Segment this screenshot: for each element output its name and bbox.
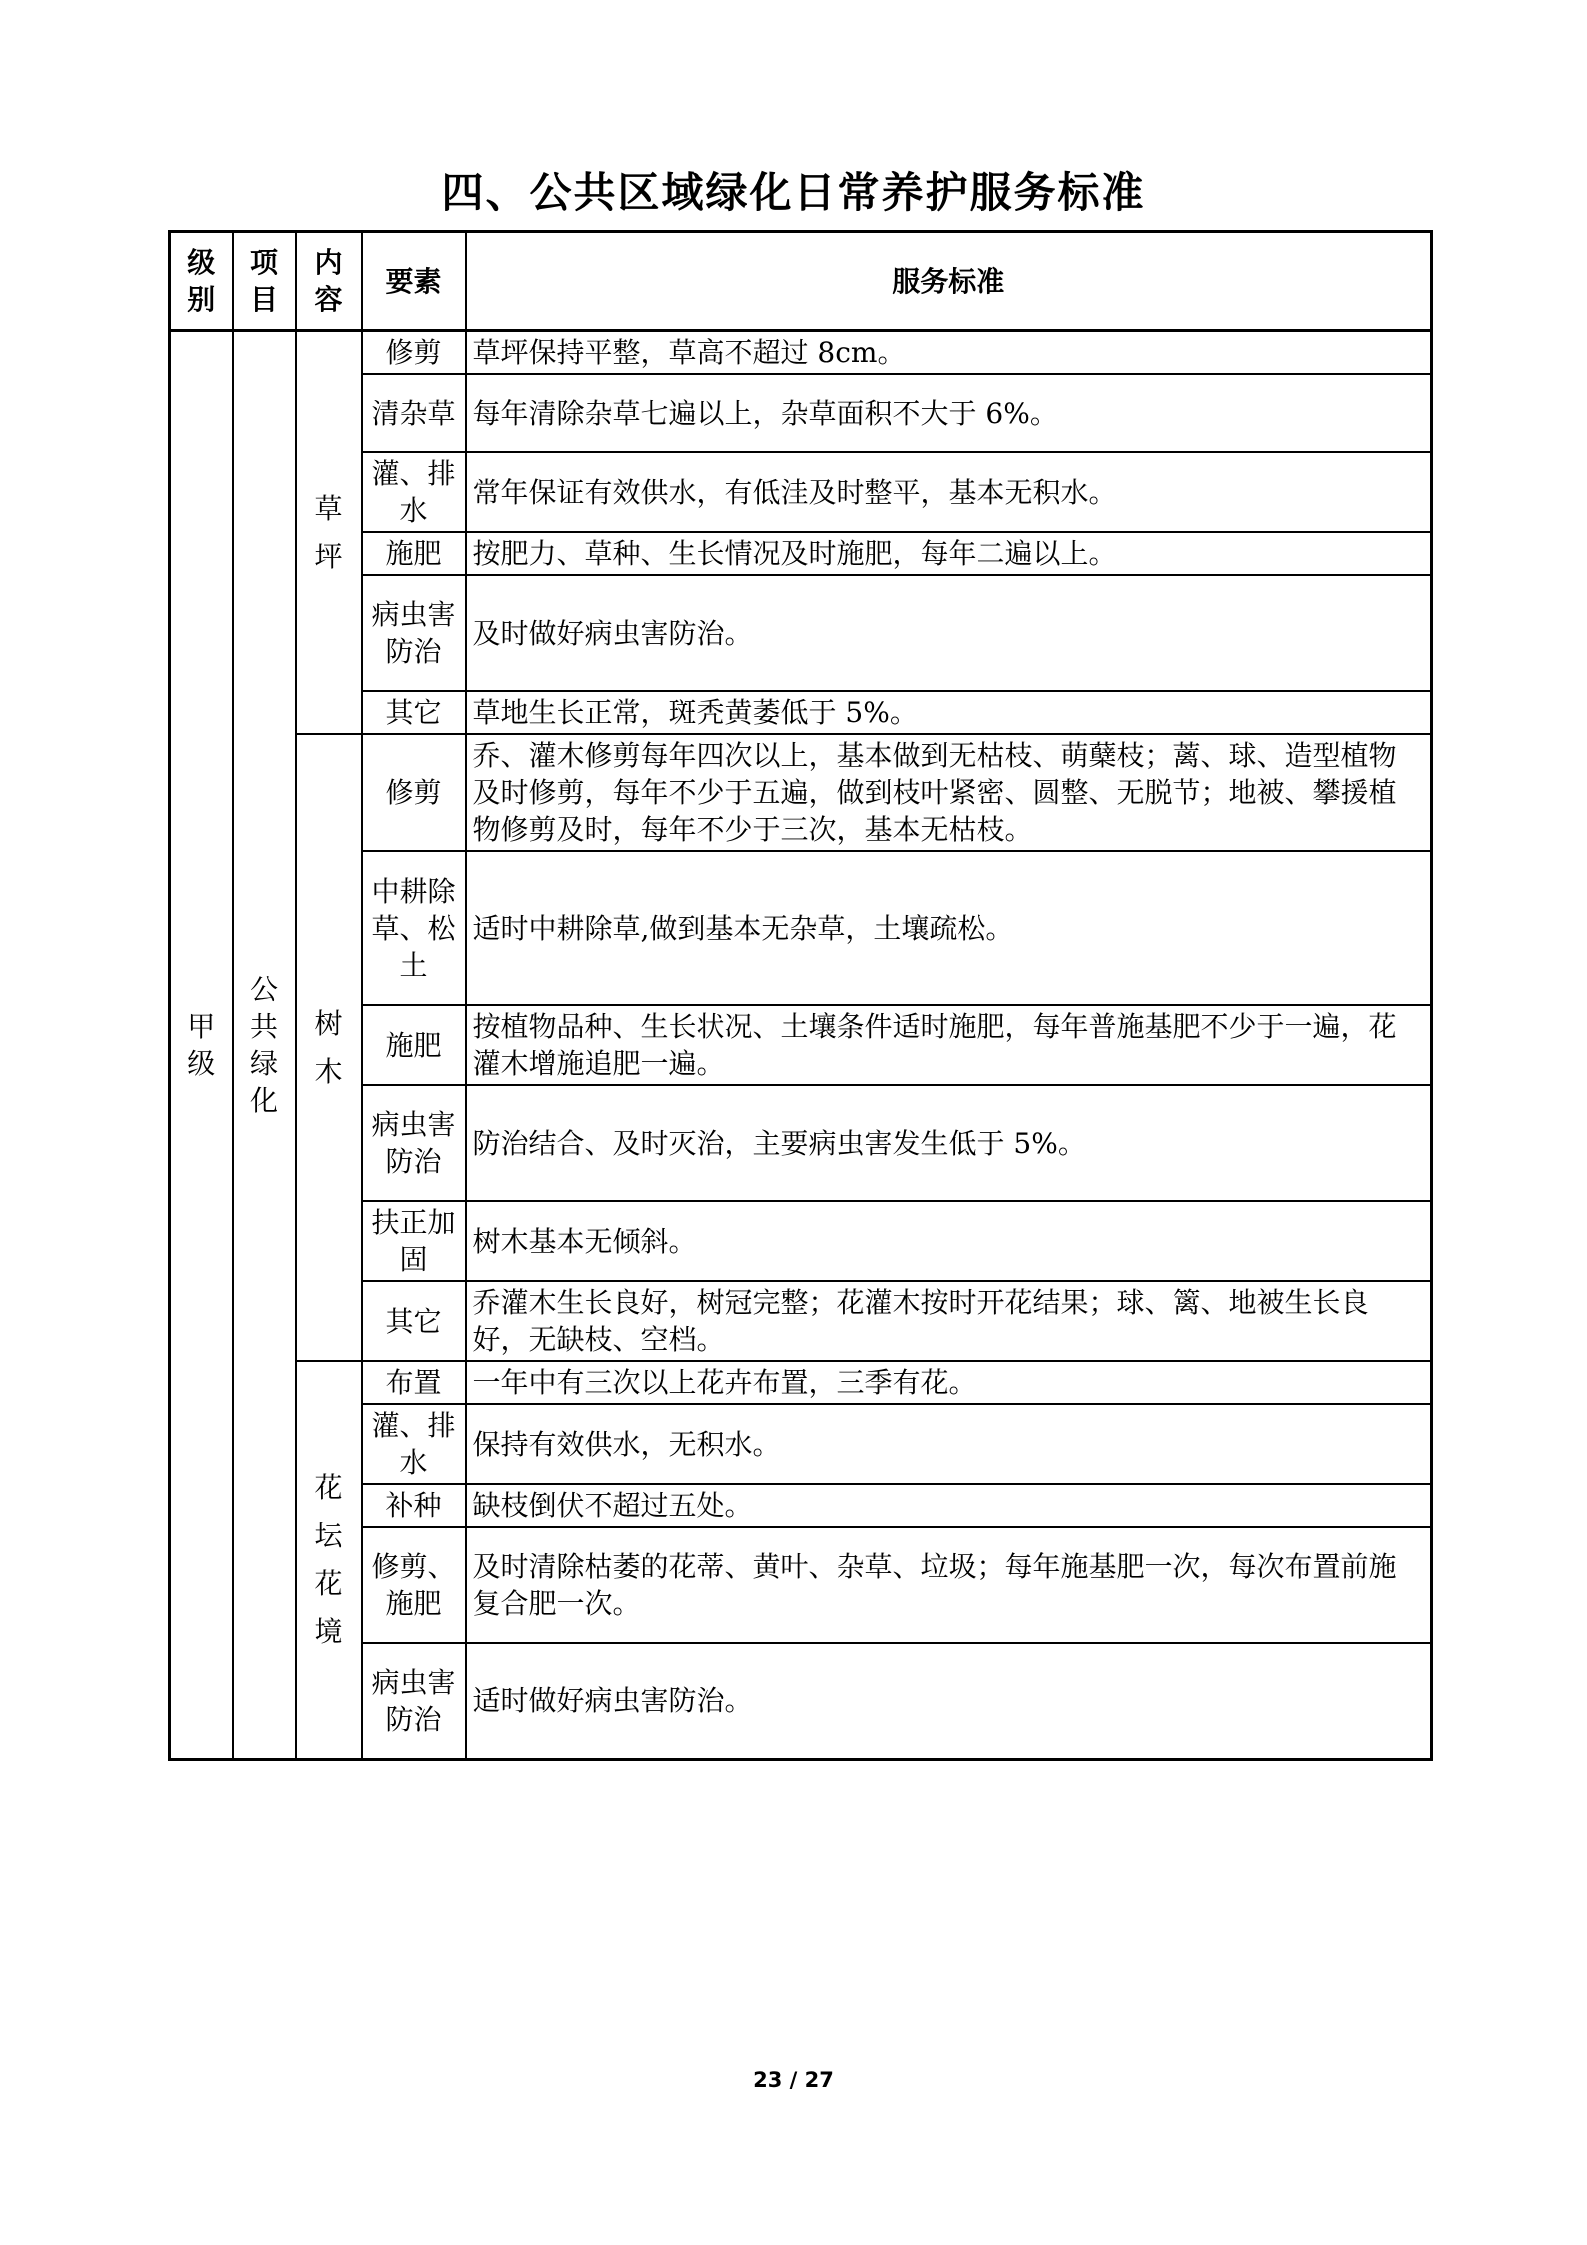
table-row <box>170 1361 1432 1404</box>
header-element: 要素 <box>362 232 466 331</box>
element-cell: 修剪、施肥 <box>362 1527 466 1643</box>
standard-cell: 及时做好病虫害防治。 <box>466 575 1432 691</box>
element-cell: 其它 <box>362 1281 466 1361</box>
element-cell: 布置 <box>362 1361 466 1404</box>
table-row <box>170 331 1432 375</box>
element-cell: 病虫害防治 <box>362 1643 466 1759</box>
standards-table <box>168 230 1433 1761</box>
standard-cell: 乔、灌木修剪每年四次以上，基本做到无枯枝、萌蘖枝；蓠、球、造型植物及时修剪，每年不少于五遍，做到枝叶紧密、圆整、无脱节；地被、攀援植物修剪及时，每年不少于三次，基本无枯枝。 <box>466 734 1432 851</box>
element-cell: 灌、排水 <box>362 452 466 532</box>
standard-cell: 每年清除杂草七遍以上，杂草面积不大于 6%。 <box>466 374 1432 452</box>
header-standard: 服务标准 <box>466 232 1432 331</box>
standard-cell: 树木基本无倾斜。 <box>466 1201 1432 1281</box>
element-cell: 扶正加固 <box>362 1201 466 1281</box>
element-cell: 施肥 <box>362 1005 466 1085</box>
standard-cell: 保持有效供水，无积水。 <box>466 1404 1432 1484</box>
header-level: 级别 <box>170 232 233 331</box>
standard-cell: 常年保证有效供水，有低洼及时整平，基本无积水。 <box>466 452 1432 532</box>
content-cell-trees: 树木 <box>296 734 362 1361</box>
element-cell: 修剪 <box>362 331 466 375</box>
element-cell: 病虫害防治 <box>362 1085 466 1201</box>
standard-cell: 草地生长正常，斑秃黄萎低于 5%。 <box>466 691 1432 734</box>
element-cell: 施肥 <box>362 532 466 575</box>
element-cell: 补种 <box>362 1484 466 1527</box>
standard-cell: 适时中耕除草,做到基本无杂草，土壤疏松。 <box>466 851 1432 1005</box>
table-header-row <box>170 232 1432 331</box>
standard-cell: 按植物品种、生长状况、土壤条件适时施肥，每年普施基肥不少于一遍，花灌木增施追肥一遍。 <box>466 1005 1432 1085</box>
project-cell: 公共绿化 <box>233 331 296 1760</box>
level-cell: 甲级 <box>170 331 233 1760</box>
header-project: 项目 <box>233 232 296 331</box>
standard-cell: 一年中有三次以上花卉布置，三季有花。 <box>466 1361 1432 1404</box>
header-content: 内容 <box>296 232 362 331</box>
page-number: 23 / 27 <box>753 2068 834 2092</box>
standard-cell: 及时清除枯萎的花蒂、黄叶、杂草、垃圾；每年施基肥一次，每次布置前施复合肥一次。 <box>466 1527 1432 1643</box>
element-cell: 病虫害防治 <box>362 575 466 691</box>
standard-cell: 缺枝倒伏不超过五处。 <box>466 1484 1432 1527</box>
content-cell-flowerbeds: 花坛花境 <box>296 1361 362 1759</box>
table-row <box>170 734 1432 851</box>
standard-cell: 乔灌木生长良好，树冠完整；花灌木按时开花结果；球、篱、地被生长良好，无缺枝、空档。 <box>466 1281 1432 1361</box>
standard-cell: 按肥力、草种、生长情况及时施肥，每年二遍以上。 <box>466 532 1432 575</box>
content-cell-lawn: 草坪 <box>296 331 362 735</box>
standard-cell: 草坪保持平整，草高不超过 8cm。 <box>466 331 1432 375</box>
standard-cell: 防治结合、及时灭治，主要病虫害发生低于 5%。 <box>466 1085 1432 1201</box>
element-cell: 其它 <box>362 691 466 734</box>
element-cell: 修剪 <box>362 734 466 851</box>
page-title: 四、公共区域绿化日常养护服务标准 <box>441 168 1146 217</box>
element-cell: 清杂草 <box>362 374 466 452</box>
element-cell: 灌、排水 <box>362 1404 466 1484</box>
element-cell: 中耕除草、松土 <box>362 851 466 1005</box>
standard-cell: 适时做好病虫害防治。 <box>466 1643 1432 1759</box>
